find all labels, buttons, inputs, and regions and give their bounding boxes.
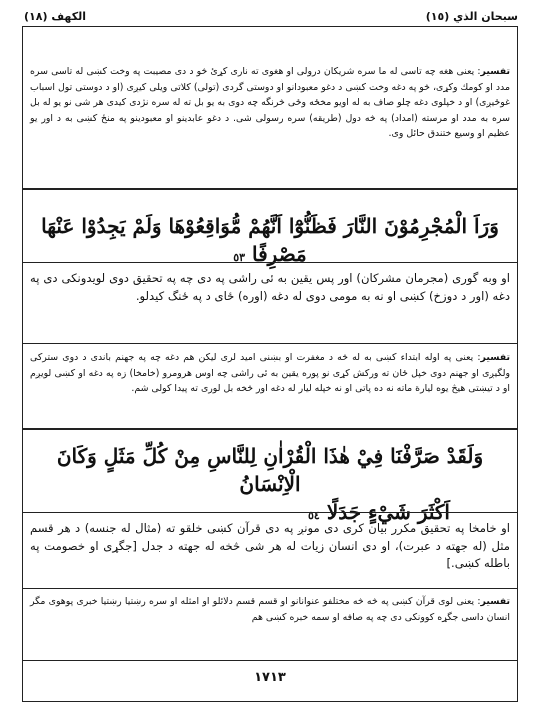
divider — [22, 188, 518, 190]
verse-number: ٥٤ — [308, 509, 320, 522]
translation-paragraph-1 — [22, 270, 518, 305]
tafsir-label: تفسير — [480, 66, 510, 77]
divider — [22, 512, 518, 513]
divider — [22, 343, 518, 344]
page-header — [24, 6, 518, 26]
tafsir-paragraph-2 — [22, 350, 518, 397]
translation-paragraph-2 — [22, 520, 518, 573]
tafsir-label: تفسير — [480, 596, 510, 607]
header-surah-left: الكهف (١٨) — [24, 10, 86, 23]
tafsir-text: : يعنى هغه چه تاسى له ما سره شريكان درولى او هغوى ته نارى كړئ څو د دى مصيبت په وخت كښى له تاسى سره مدد او كومك وكړى، څو په دغه وخت كښى د دغو معبودانو او دوستى گردى (تولى) كلاتى ويلى كيږى (او د دوستى تول اسباب غوځيږى) او د خپلوى دغه چلو صاف به له اويو مخځه وځى څرنگه چه دوى به يو بل ته له سره نژدى كيدى هر شى نو يو له بل سره به مدد او مرسته (امداد) په څه دول (طريقه) سره رسولى شى. د دغو عابدينو او معبودينو په منځ كښى به د اور يو عظيم او وسيع ختندق حائل وى. — [30, 66, 510, 140]
divider — [22, 262, 518, 263]
divider — [22, 428, 518, 430]
page-number: ١٧١٣ — [254, 670, 286, 685]
divider — [22, 588, 518, 589]
verse-line-1: وَلَقَدْ صَرَّفْنَا فِيْ هٰذَا الْقُرْاٰنِ لِلنَّاسِ مِنْ كُلِّ مَثَلٍ وَكَانَ الْاِنْسَانُ — [56, 444, 484, 496]
tafsir-paragraph-3 — [22, 594, 518, 625]
tafsir-label: تفسير — [480, 352, 510, 363]
verse-number: ٥٣ — [233, 251, 246, 264]
header-surah-right: سبحان الذي (١٥) — [425, 10, 518, 23]
tafsir-text: : يعنى په اوله ابتداء كښى به له څه د مغفرت او بښنى اميد لرى ليكن هم دغه چه په جهنم باندى د دوى ستركى ولگيږى او جهنم دوى خپل ځان ته وركش كړى نو پوره يقين به ئى راشى چه اوس هرومرو (خامخا) زه په دغه او كښى لويږم او د تيښتى هيڅ يوه ليارة ماته نه ده پاتى او نه خپله ليار له دغه اور څخه بل لورى ته پيدا كولى شم. — [30, 352, 510, 395]
divider — [22, 660, 518, 661]
tafsir-text: : يعنى لوى قرآن كښى په څه څه مختلفو عنوانانو او قسم قسم دلائلو او امثله او سره رښتيا رښتيا خبرى پوهوى مگر انسان داسى جگړه كوونكى دى چه په صافه او سمه خبره كښى هم — [30, 596, 510, 623]
verse-line-2: اَكْثَرَ شَيْءٍ جَدَلًا — [326, 500, 450, 524]
translation-text: او وبه گورى (مجرمان مشركان) اور پس يقين به ئى راشى په دى چه په تحقيق دوى لويدونكى دى په دغه (اور د دوزخ) كښى او نه به مومى دوى له دغه (اوره) ځاى د په ځنگ كيدلو. — [30, 271, 510, 303]
quran-verse-1 — [22, 212, 518, 272]
verse-text: وَرَاَ الْمُجْرِمُوْنَ النَّارَ فَظَنُّوْٓا اَنَّهُمْ مُّوَاقِعُوْهَا وَلَمْ يَجِدُوْا عَنْهَا مَصْرِفًا — [41, 214, 499, 266]
tafsir-paragraph-1 — [22, 64, 518, 142]
quran-verse-2 — [22, 442, 518, 530]
translation-text: او خامخا په تحقيق مكرر بيان كرى دى مونږ په دى قرآن كښى خلقو ته (مثال له جنسه) د هر قسم مثل (له جهته د عبرت)، او دى انسان زيات له هر شى څخه له جهته د جدل [جگړى او خصومت په باطله كښى.] — [30, 521, 510, 571]
